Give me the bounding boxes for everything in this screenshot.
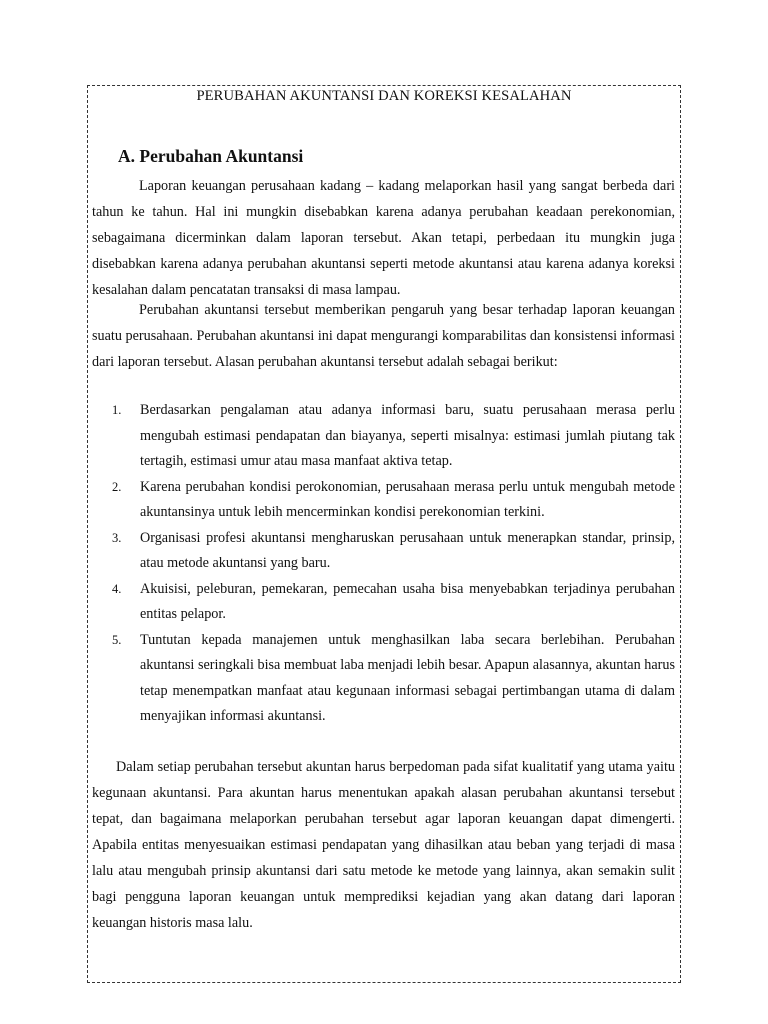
list-item-number: 2. <box>112 479 122 494</box>
list-item-text: Akuisisi, peleburan, pemekaran, pemecahan usaha bisa menyebabkan terjadinya perubahan entitas pelapor. <box>140 580 675 622</box>
list-item-number: 1. <box>112 403 122 417</box>
page-title: PERUBAHAN AKUNTANSI DAN KOREKSI KESALAHAN <box>196 88 572 104</box>
list-item-text: Tuntutan kepada manajemen untuk menghasilkan laba secara berlebihan. Perubahan akuntansi seringkali bisa membuat laba menjadi lebih besar. Apapun alasannya, akuntan harus tetap menempatkan manfaat atau kegunaan informasi sebagai pertimbangan utama di dalam menyajikan informasi akuntansi. <box>140 631 675 724</box>
list-item-number: 4. <box>112 581 122 596</box>
reasons-list <box>112 398 675 730</box>
list-item-number: 3. <box>112 530 122 545</box>
list-item-text: Berdasarkan pengalaman atau adanya informasi baru, suatu perusahaan merasa perlu mengubah estimasi pendapatan dan biayanya, seperti misalnya: estimasi jumlah piutang tak tertagih, estimasi umur atau masa manfaat aktiva tetap. <box>140 402 675 469</box>
paragraph-impact: Perubahan akuntansi tersebut memberikan pengaruh yang besar terhadap laporan keuangan suatu perusahaan. Perubahan akuntansi ini dapat mengurangi komparabilitas dan konsistensi informasi dari laporan tersebut. Alasan perubahan akuntansi tersebut adalah sebagai berikut: <box>92 302 675 370</box>
section-heading: A. Perubahan Akuntansi <box>118 146 304 166</box>
list-item-text: Organisasi profesi akuntansi mengharuskan perusahaan untuk menerapkan standar, prinsip, atau metode akuntansi yang baru. <box>140 529 675 571</box>
list-item-text: Karena perubahan kondisi perokonomian, perusahaan merasa perlu untuk mengubah metode akuntansinya untuk lebih mencerminkan kondisi perekonomian terkini. <box>140 478 675 520</box>
list-item-number: 5. <box>112 632 122 647</box>
list-item <box>112 398 675 475</box>
paragraph-conclusion: Dalam setiap perubahan tersebut akuntan harus berpedoman pada sifat kualitatif yang utama yaitu kegunaan akuntansi. Para akuntan harus menentukan apakah alasan perubahan akuntansi tersebut tepat, dan bagaimana melaporkan perubahan tersebut agar laporan keuangan dapat dimengerti. Apabila entitas menyesuaikan estimasi pendapatan yang dihasilkan atau beban yang terjadi di masa lalu atau mengubah prinsip akuntansi dari satu metode ke metode yang lainnya, akan semakin sulit bagi pengguna laporan keuangan untuk memprediksi kejadian yang akan datang dari laporan keuangan historis masa lalu. <box>92 759 675 931</box>
list-item <box>112 577 675 628</box>
paragraph-intro: Laporan keuangan perusahaan kadang – kadang melaporkan hasil yang sangat berbeda dari tahun ke tahun. Hal ini mungkin disebabkan karena adanya perubahan keadaan perekonomian, sebagaimana dicerminkan dalam laporan tersebut. Akan tetapi, perbedaan itu mungkin juga disebabkan karena adanya perubahan akuntansi seperti metode akuntansi atau karena adanya koreksi kesalahan dalam pencatatan transaksi di masa lampau. <box>92 178 675 298</box>
list-item <box>112 526 675 577</box>
list-item <box>112 475 675 526</box>
list-item <box>112 628 675 730</box>
